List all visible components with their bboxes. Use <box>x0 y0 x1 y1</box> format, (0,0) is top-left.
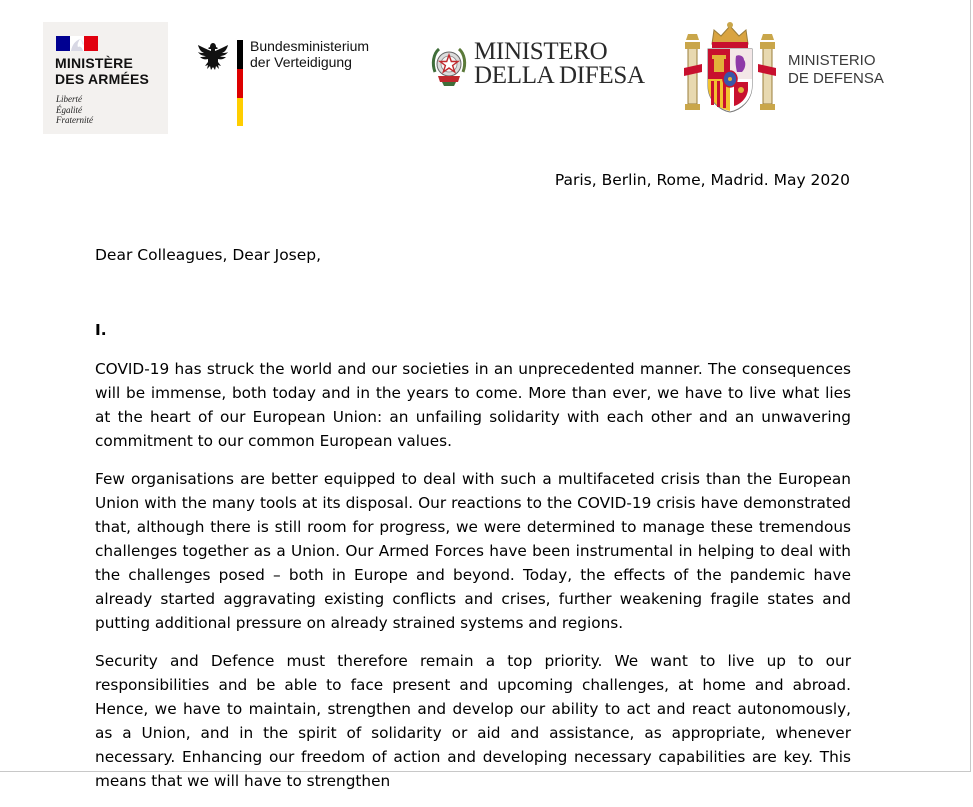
spain-ministry-name: MINISTERIO DE DEFENSA <box>788 52 884 87</box>
germany-ministry-name: Bundesministerium der Verteidigung <box>250 38 370 70</box>
logo-ministere-des-armees <box>43 22 168 134</box>
marianne-flag-icon <box>56 36 98 51</box>
salutation: Dear Colleagues, Dear Josep, <box>95 246 322 264</box>
paragraph-1: COVID-19 has struck the world and our societies in an unprecedented manner. The consequences will be immense, both today and in the years to come. More than ever, we have to live what lies at the heart of our European Union: an unfailing solidarity with each other and an unwavering commitment to our common European values. <box>95 360 851 450</box>
france-motto: Liberté Égalité Fraternité <box>56 94 93 125</box>
paragraph-2: Few organisations are better equipped to deal with such a multifaceted crisis than the European Union with the many tools at its disposal. Our reactions to the COVID-19 crisis have demonstrated that, although there is still room for progress, we were determined to manage these tremendous challenges together as a Union. Our Armed Forces have been instrumental in helping to deal with the challenges posed – both in Europe and beyond. Today, the effects of the pandemic have already started aggravating existing conflicts and crises, further weakening fragile states and putting additional pressure on already strained systems and regions. <box>95 470 851 632</box>
france-ministry-name: MINISTÈRE DES ARMÉES <box>55 55 150 87</box>
place-and-date: Paris, Berlin, Rome, Madrid. May 2020 <box>554 171 850 189</box>
logo-bundesministerium-der-verteidigung <box>196 36 396 128</box>
german-flag-bar <box>237 40 243 126</box>
letter-body <box>95 357 851 807</box>
italian-emblem-icon <box>430 42 468 88</box>
logo-ministerio-de-defensa <box>684 20 894 118</box>
logo-ministero-della-difesa <box>430 40 645 92</box>
spanish-coat-of-arms-icon <box>684 20 776 116</box>
section-heading: I. <box>95 321 107 339</box>
paragraph-3: Security and Defence must therefore remain a top priority. We want to live up to our responsibilities and be able to face present and upcoming challenges, at home and abroad. Hence, we have to maintain, strengthen and develop our ability to act and react autonomously, as a Union, and in the spirit of solidarity or aid and assistance, as appropriate, whenever necessary. Enhancing our freedom of action and developing necessary capabilities are key. This means that we will have to strengthen <box>95 652 851 790</box>
federal-eagle-icon <box>196 40 230 74</box>
italy-ministry-name: MINISTERO DELLA DIFESA <box>474 38 645 89</box>
